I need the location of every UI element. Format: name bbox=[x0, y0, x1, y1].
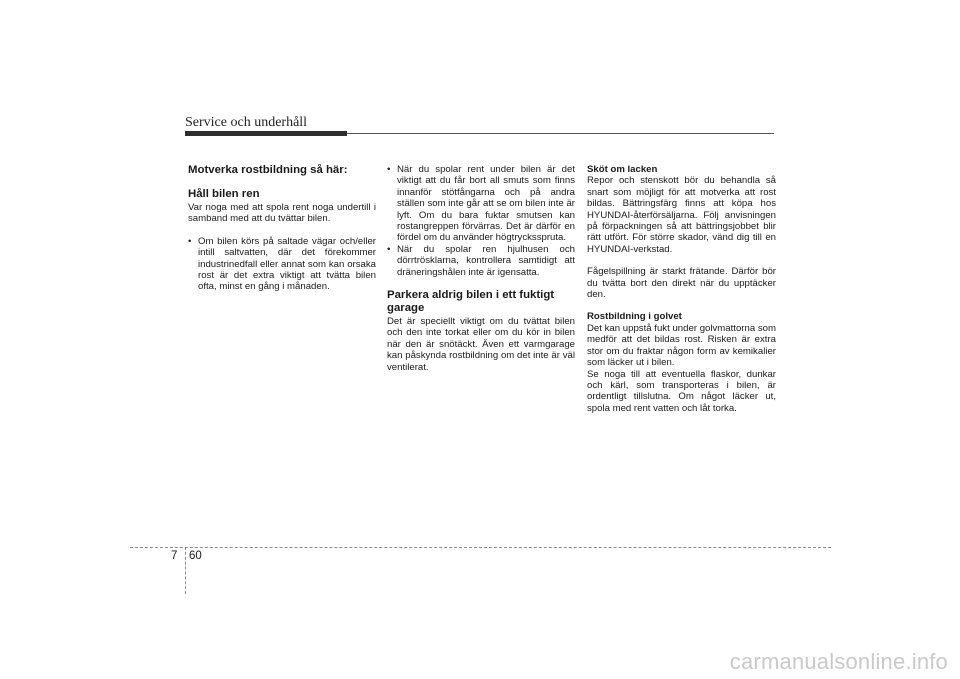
paragraph-intro: Var noga med att spola rent noga undertill i samband med att du tvättar bilen. bbox=[188, 202, 376, 225]
heading-paint-care: Sköt om lacken bbox=[587, 164, 658, 175]
footer-divider bbox=[130, 547, 831, 548]
bullet-rinse-underside: • När du spolar rent under bilen är det viktigt att du får bort all smuts som finns innanför stötfångarna och på andra ställen som inte går att se om bilen inte är lyft. Om du bara fuktar smutsen kan rostangreppen förvärras. Det är därför en fördel om du använder högtrycksspruta. bbox=[387, 164, 575, 244]
chapter-number: 7 bbox=[171, 550, 178, 562]
page-number: 60 bbox=[189, 550, 202, 562]
section-title: Service och underhåll bbox=[185, 115, 308, 130]
header-rule bbox=[347, 133, 774, 134]
header-accent-bar bbox=[185, 131, 347, 136]
paragraph-garage: Det är speciellt viktigt om du tvättat bilen och den inte torkat eller om du kör in bilen när den är snötäckt. Även ett varmgarage kan påskynda rostbildning om det inte är väl ventilerat. bbox=[387, 316, 575, 373]
text-column-1 bbox=[188, 164, 376, 293]
paragraph-containers: Se noga till att eventuella flaskor, dunkar och kärl, som transporteras i bilen, är ordentligt tillslutna. Om något läcker ut, spola med rent vatten och låt torka. bbox=[587, 368, 776, 414]
heading-floor-rust: Rostbildning i golvet bbox=[587, 311, 682, 323]
paragraph-bird-droppings: Fågelspillning är starkt frätande. Därför bör du tvätta bort den direkt när du upptäcker den. bbox=[587, 266, 776, 301]
heading-damp-garage: Parkera aldrig bilen i ett fuktigt garage bbox=[387, 289, 555, 315]
paragraph-paint-care: Repor och stenskott bör du behandla så snart som möjligt för att motverka att rost bildas. Bättringsfärg finns att köpa hos HYUNDAI-återförsäljarna. Följ anvisningen på förpackningen så att bättringsjobbet blir rätt utfört. För större skador, vänd dig till en HYUNDAI-verkstad. bbox=[587, 175, 776, 255]
heading-prevent-rust: Motverka rostbildning så här: bbox=[188, 164, 348, 176]
footer-vertical-divider bbox=[185, 547, 186, 594]
watermark: carmanualsonline.info bbox=[729, 649, 948, 674]
bullet-salted-roads: • Om bilen körs på saltade vägar och/eller intill saltvatten, där det förekommer industrinedfall eller annat som kan orsaka rost är det extra viktigt att tvätta bilen ofta, minst en gång i månaden. bbox=[188, 236, 376, 293]
text-column-2 bbox=[387, 164, 575, 373]
text-column-3 bbox=[587, 164, 776, 414]
heading-keep-clean: Håll bilen ren bbox=[188, 188, 260, 200]
paragraph-floor-moisture: Det kan uppstå fukt under golvmattorna som medför att det bildas rost. Risken är extra stor om du fraktar någon form av kemikalier som läcker ut i bilen. bbox=[587, 322, 776, 369]
bullet-drain-holes: • När du spolar ren hjulhusen och dörrtrösklarna, kontrollera samtidigt att dräneringshålen inte är igensatta. bbox=[387, 244, 575, 278]
